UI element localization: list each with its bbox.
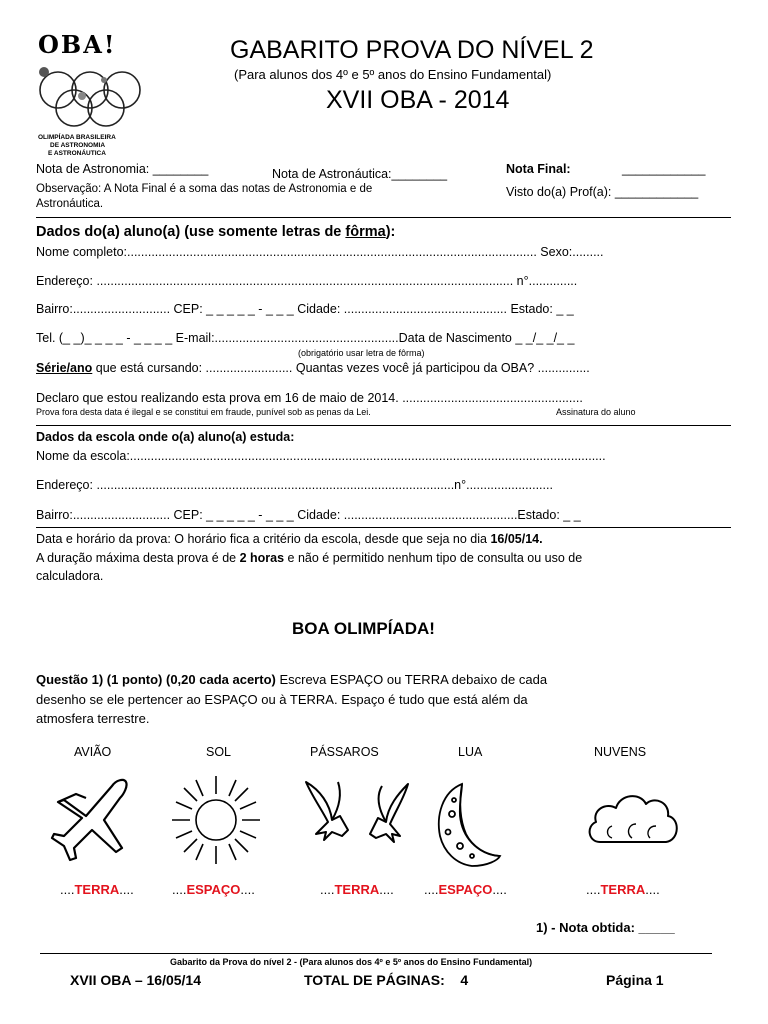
- answer-moon: [424, 882, 507, 897]
- instructions-text: e não é permitido nenhum tipo de consulta ou uso de: [284, 551, 583, 565]
- greeting: BOA OLIMPÍADA!: [292, 619, 435, 638]
- footer-edition: XVII OBA – 16/05/14: [70, 972, 201, 988]
- item-label-birds: PÁSSAROS: [310, 745, 379, 759]
- serie-rest: que está cursando: ......................... Quantas vezes você já participou da OBA? ...............: [92, 361, 590, 375]
- sun-icon: [166, 772, 266, 868]
- school-heading: Dados da escola onde o(a) aluno(a) estuda:: [36, 430, 295, 444]
- answer-dots: ....: [379, 882, 394, 897]
- olympic-rings-icon: [34, 60, 144, 132]
- page-subtitle: (Para alunos dos 4º e 5º anos do Ensino Fundamental): [234, 67, 552, 82]
- instructions-text: A duração máxima desta prova é de: [36, 551, 240, 565]
- final-grade-label: Nota Final:: [506, 162, 571, 176]
- logo-text: OBA!: [38, 30, 117, 59]
- instructions-line-1: [36, 532, 543, 546]
- school-address-field[interactable]: Endereço: .......................................................................................................n°.........................: [36, 478, 553, 492]
- astronautics-grade: Nota de Astronáutica:________: [272, 167, 448, 181]
- instructions-text: Data e horário da prova: O horário fica a critério da escola, desde que seja no dia: [36, 532, 491, 546]
- logo-caption-3: E ASTRONÁUTICA: [48, 150, 106, 157]
- instructions-line-2: [36, 551, 582, 565]
- answer-sun: [172, 882, 255, 897]
- item-label-airplane: AVIÃO: [74, 745, 112, 759]
- item-label-sun: SOL: [206, 745, 232, 759]
- cloud-icon: [582, 782, 682, 852]
- student-address-field[interactable]: Endereço: ........................................................................................................................ n°..............: [36, 274, 578, 288]
- final-grade-line: ____________: [622, 162, 706, 176]
- answer-dots: ....: [424, 882, 439, 897]
- answer-dots: ....: [172, 882, 187, 897]
- signature-label: Assinatura do aluno: [556, 407, 636, 417]
- illegal-note: Prova fora desta data é ilegal e se constitui em fraude, punível sob as penas da Lei.: [36, 407, 371, 417]
- answer-dots: ....: [492, 882, 507, 897]
- question-1-line-2: desenho se ele pertencer ao ESPAÇO ou à TERRA. Espaço é tudo que está além da: [36, 692, 528, 707]
- student-heading-forma: fôrma: [345, 224, 386, 240]
- observation-line-1: Observação: A Nota Final é a soma das notas de Astronomia e de: [36, 183, 373, 195]
- answer-text: TERRA: [74, 882, 120, 897]
- divider: [36, 217, 731, 218]
- answer-dots: ....: [320, 882, 335, 897]
- question-1-label: Questão 1) (1 ponto) (0,20 cada acerto): [36, 672, 276, 687]
- answer-clouds: [586, 882, 660, 897]
- birds-icon: [302, 776, 412, 862]
- answer-text: TERRA: [600, 882, 646, 897]
- serie-label: Série/ano: [36, 361, 93, 375]
- logo-caption-2: DE ASTRONOMIA: [50, 142, 106, 149]
- footer-note: Gabarito da Prova do nível 2 - (Para alunos dos 4º e 5º anos do Ensino Fundamental): [170, 957, 533, 967]
- declaration-line: Declaro que estou realizando esta prova em 16 de maio de 2014. ....................................................: [36, 391, 583, 405]
- student-name-field[interactable]: Nome completo:...................................................................................................................... Sexo:.........: [36, 245, 604, 259]
- school-bairro-field[interactable]: Bairro:............................ CEP: _ _ _ _ _ - _ _ _ Cidade: ..................................................Estado: _ _: [36, 508, 581, 522]
- answer-airplane: [60, 882, 134, 897]
- student-tel-field[interactable]: Tel. (_ _)_ _ _ _ - _ _ _ _ E-mail:.....................................................Data de Nascimento _ _/_ _/_ _: [36, 331, 575, 345]
- teacher-visa: Visto do(a) Prof(a): ____________: [506, 185, 699, 199]
- answer-birds: [320, 882, 394, 897]
- student-heading-pre: Dados do(a) aluno(a) (use somente letras de: [36, 224, 346, 240]
- answer-dots: ....: [240, 882, 255, 897]
- observation-line-2: Astronáutica.: [36, 198, 104, 210]
- logo-caption-1: OLIMPÍADA BRASILEIRA: [38, 134, 116, 141]
- question-1-line-1: [36, 672, 547, 687]
- oba-logo: [34, 30, 144, 162]
- question-1-text: Escreva ESPAÇO ou TERRA debaixo de cada: [275, 672, 548, 687]
- item-label-moon: LUA: [458, 745, 483, 759]
- exam-duration: 2 horas: [239, 551, 285, 565]
- answer-dots: ....: [586, 882, 601, 897]
- question-1-score[interactable]: 1) - Nota obtida: _____: [536, 920, 675, 935]
- edition-title: XVII OBA - 2014: [326, 86, 510, 114]
- school-name-field[interactable]: Nome da escola:.........................................................................................................................................: [36, 449, 606, 463]
- answer-dots: ....: [119, 882, 134, 897]
- email-note: (obrigatório usar letra de fôrma): [298, 348, 425, 358]
- student-heading-post: ):: [385, 224, 396, 240]
- student-bairro-field[interactable]: Bairro:............................ CEP: _ _ _ _ _ - _ _ _ Cidade: ............................................... Estado: _ _: [36, 302, 574, 316]
- divider: [36, 425, 731, 426]
- instructions-line-3: calculadora.: [36, 569, 104, 583]
- answer-text: TERRA: [334, 882, 380, 897]
- page-title: GABARITO PROVA DO NÍVEL 2: [230, 36, 594, 64]
- exam-date: 16/05/14.: [490, 532, 543, 546]
- item-label-clouds: NUVENS: [594, 745, 647, 759]
- question-1-line-3: atmosfera terrestre.: [36, 711, 150, 726]
- astronomy-grade: Nota de Astronomia: ________: [36, 162, 209, 176]
- student-serie-field[interactable]: [36, 361, 590, 375]
- footer-total-pages: TOTAL DE PÁGINAS: 4: [304, 972, 469, 988]
- answer-text: ESPAÇO: [438, 882, 493, 897]
- footer-page-number: Página 1: [606, 972, 664, 988]
- divider: [36, 527, 731, 528]
- footer-rule: [40, 953, 712, 954]
- moon-icon: [432, 780, 502, 870]
- answer-dots: ....: [60, 882, 75, 897]
- student-heading: [36, 224, 395, 240]
- answer-dots: ....: [645, 882, 660, 897]
- answer-text: ESPAÇO: [186, 882, 241, 897]
- airplane-icon: [46, 772, 146, 866]
